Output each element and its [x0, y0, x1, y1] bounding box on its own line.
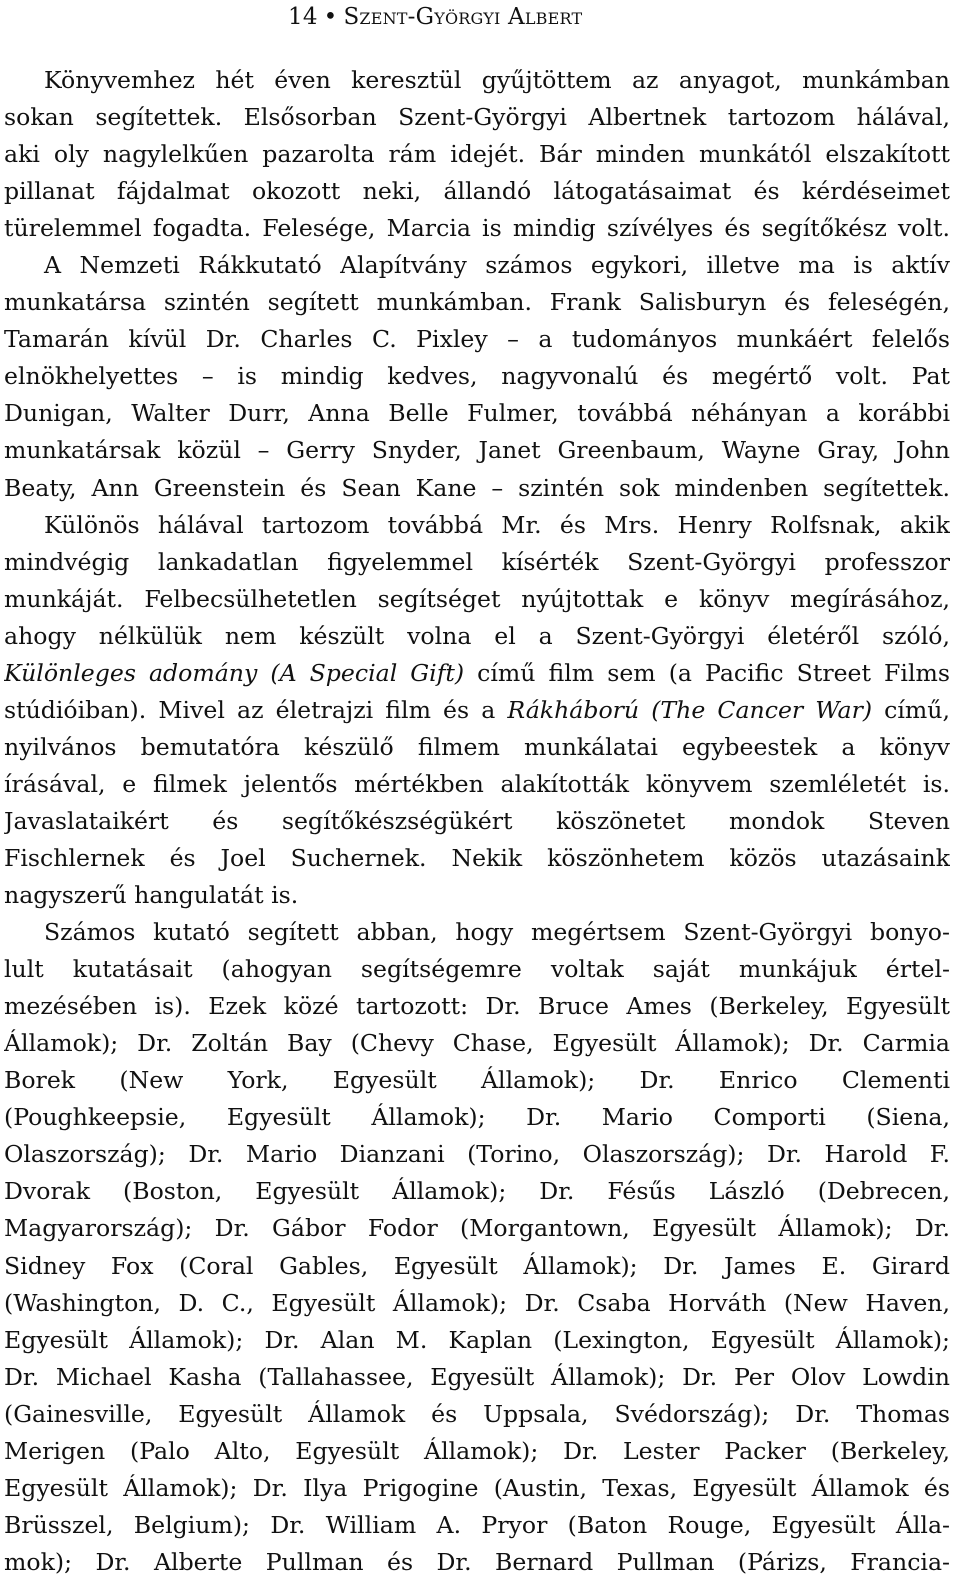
text-line: Tamarán kívül Dr. Charles C. Pixley – a tudományos munkáért felelős: [4, 325, 950, 354]
text-line: Merigen (Palo Alto, Egyesült Államok); Dr. Lester Packer (Berkeley,: [4, 1436, 950, 1465]
text-line: Dr. Michael Kasha (Tallahassee, Egyesült Államok); Dr. Per Olov Lowdin: [4, 1362, 950, 1391]
text-line: Fischlernek és Joel Suchernek. Nekik köszönhetem közös utazásaink: [4, 843, 950, 872]
text-line: Borek (New York, Egyesült Államok); Dr. Enrico Clementi: [4, 1066, 950, 1095]
text-line: lult kutatásait (ahogyan segítségemre voltak saját munkájuk értel-: [4, 955, 950, 984]
text-line: nyilvános bemutatóra készülő filmem munkálatai egybeestek a könyv: [4, 732, 950, 761]
text-line: A Nemzeti Rákkutató Alapítvány számos egykori, illetve ma is aktív: [44, 251, 950, 280]
film-title-cancer-war: Rákháború (The Cancer War): [507, 695, 873, 724]
text-line: mindvégig lankadatlan figyelemmel kísérték Szent-Györgyi professzor: [4, 547, 950, 576]
text-line: Sidney Fox (Coral Gables, Egyesült Államok); Dr. James E. Girard: [4, 1251, 950, 1280]
text-line: mok); Dr. Alberte Pullman és Dr. Bernard Pullman (Párizs, Francia-: [4, 1547, 950, 1576]
text-line: Javaslataikért és segítőkészségükért köszönetet mondok Steven: [4, 806, 950, 835]
text-line: [4, 655, 950, 692]
film-title-special-gift: Különleges adomány (A Special Gift): [4, 658, 465, 687]
text-line: Különös hálával tartozom továbbá Mr. és Mrs. Henry Rolfsnak, akik: [44, 510, 950, 539]
text-line: ahogy nélkülük nem készült volna el a Szent-Györgyi életéről szóló,: [4, 621, 950, 650]
text-line: (Washington, D. C., Egyesült Államok); Dr. Csaba Horváth (New Haven,: [4, 1288, 950, 1317]
text-line: (Gainesville, Egyesült Államok és Uppsala, Svédország); Dr. Thomas: [4, 1399, 950, 1428]
text-fragment: stúdióiban). Mivel az életrajzi film és a: [4, 695, 508, 724]
text-line: (Poughkeepsie, Egyesült Államok); Dr. Mario Comporti (Siena,: [4, 1103, 950, 1132]
running-title: Szent-Györgyi Albert: [343, 4, 583, 30]
paragraph-acknowledgements: [4, 62, 950, 914]
book-page: [4, 0, 950, 1581]
text-line: Államok); Dr. Zoltán Bay (Chevy Chase, Egyesült Államok); Dr. Carmia: [4, 1029, 950, 1058]
body-text: [4, 62, 950, 1581]
text-line: Dvorak (Boston, Egyesült Államok); Dr. Fésűs László (Debrecen,: [4, 1177, 950, 1206]
page-number: 14: [288, 4, 318, 30]
text-line: mezésében is). Ezek közé tartozott: Dr. Bruce Ames (Berkeley, Egyesült: [4, 992, 950, 1021]
text-line: elnökhelyettes – is mindig kedves, nagyvonalú és megértő volt. Pat: [4, 362, 950, 391]
text-line: [4, 692, 950, 729]
text-line: Számos kutató segített abban, hogy megértsem Szent-Györgyi bonyo-: [44, 918, 950, 947]
text-line: írásával, e filmek jelentős mértékben alakították könyvem szemléletét is.: [4, 769, 950, 798]
text-line: nagyszerű hangulatát is.: [4, 881, 299, 910]
text-line: pillanat fájdalmat okozott neki, állandó látogatásaimat és kérdéseimet: [4, 177, 950, 206]
running-header: [288, 0, 950, 34]
text-line: Egyesült Államok); Dr. Alan M. Kaplan (Lexington, Egyesült Államok);: [4, 1325, 950, 1354]
text-line: Könyvemhez hét éven keresztül gyűjtöttem az anyagot, munkámban: [44, 66, 950, 94]
text-line: Brüsszel, Belgium); Dr. William A. Pryor (Baton Rouge, Egyesült Álla-: [4, 1510, 950, 1539]
text-fragment: című film sem (a Pacific Street Films: [464, 658, 950, 687]
text-line: aki oly nagylelkűen pazarolta rám idejét. Bár minden munkától elszakított: [4, 140, 950, 169]
paragraph-researchers: [4, 914, 950, 1581]
text-line: munkatársak közül – Gerry Snyder, Janet Greenbaum, Wayne Gray, John: [4, 436, 950, 465]
text-line: Magyarország); Dr. Gábor Fodor (Morgantown, Egyesült Államok); Dr.: [4, 1214, 950, 1243]
text-line: sokan segítettek. Elsősorban Szent-Györgyi Albertnek tartozom hálával,: [4, 103, 950, 132]
text-line: Dunigan, Walter Durr, Anna Belle Fulmer, továbbá néhányan a korábbi: [4, 399, 950, 428]
text-line: munkáját. Felbecsülhetetlen segítséget nyújtottak e könyv megírásához,: [4, 584, 950, 613]
bullet-separator: •: [323, 4, 338, 30]
text-fragment: című,: [872, 695, 950, 724]
text-line: munkatársa szintén segített munkámban. Frank Salisburyn és feleségén,: [4, 288, 950, 317]
text-line: Olaszország); Dr. Mario Dianzani (Torino, Olaszország); Dr. Harold F.: [4, 1140, 950, 1169]
text-line: Egyesült Államok); Dr. Ilya Prigogine (Austin, Texas, Egyesült Államok és: [4, 1473, 950, 1502]
text-line: türelemmel fogadta. Felesége, Marcia is mindig szívélyes és segítőkész volt.: [4, 214, 950, 243]
text-line: Beaty, Ann Greenstein és Sean Kane – szintén sok mindenben segítettek.: [4, 473, 950, 502]
